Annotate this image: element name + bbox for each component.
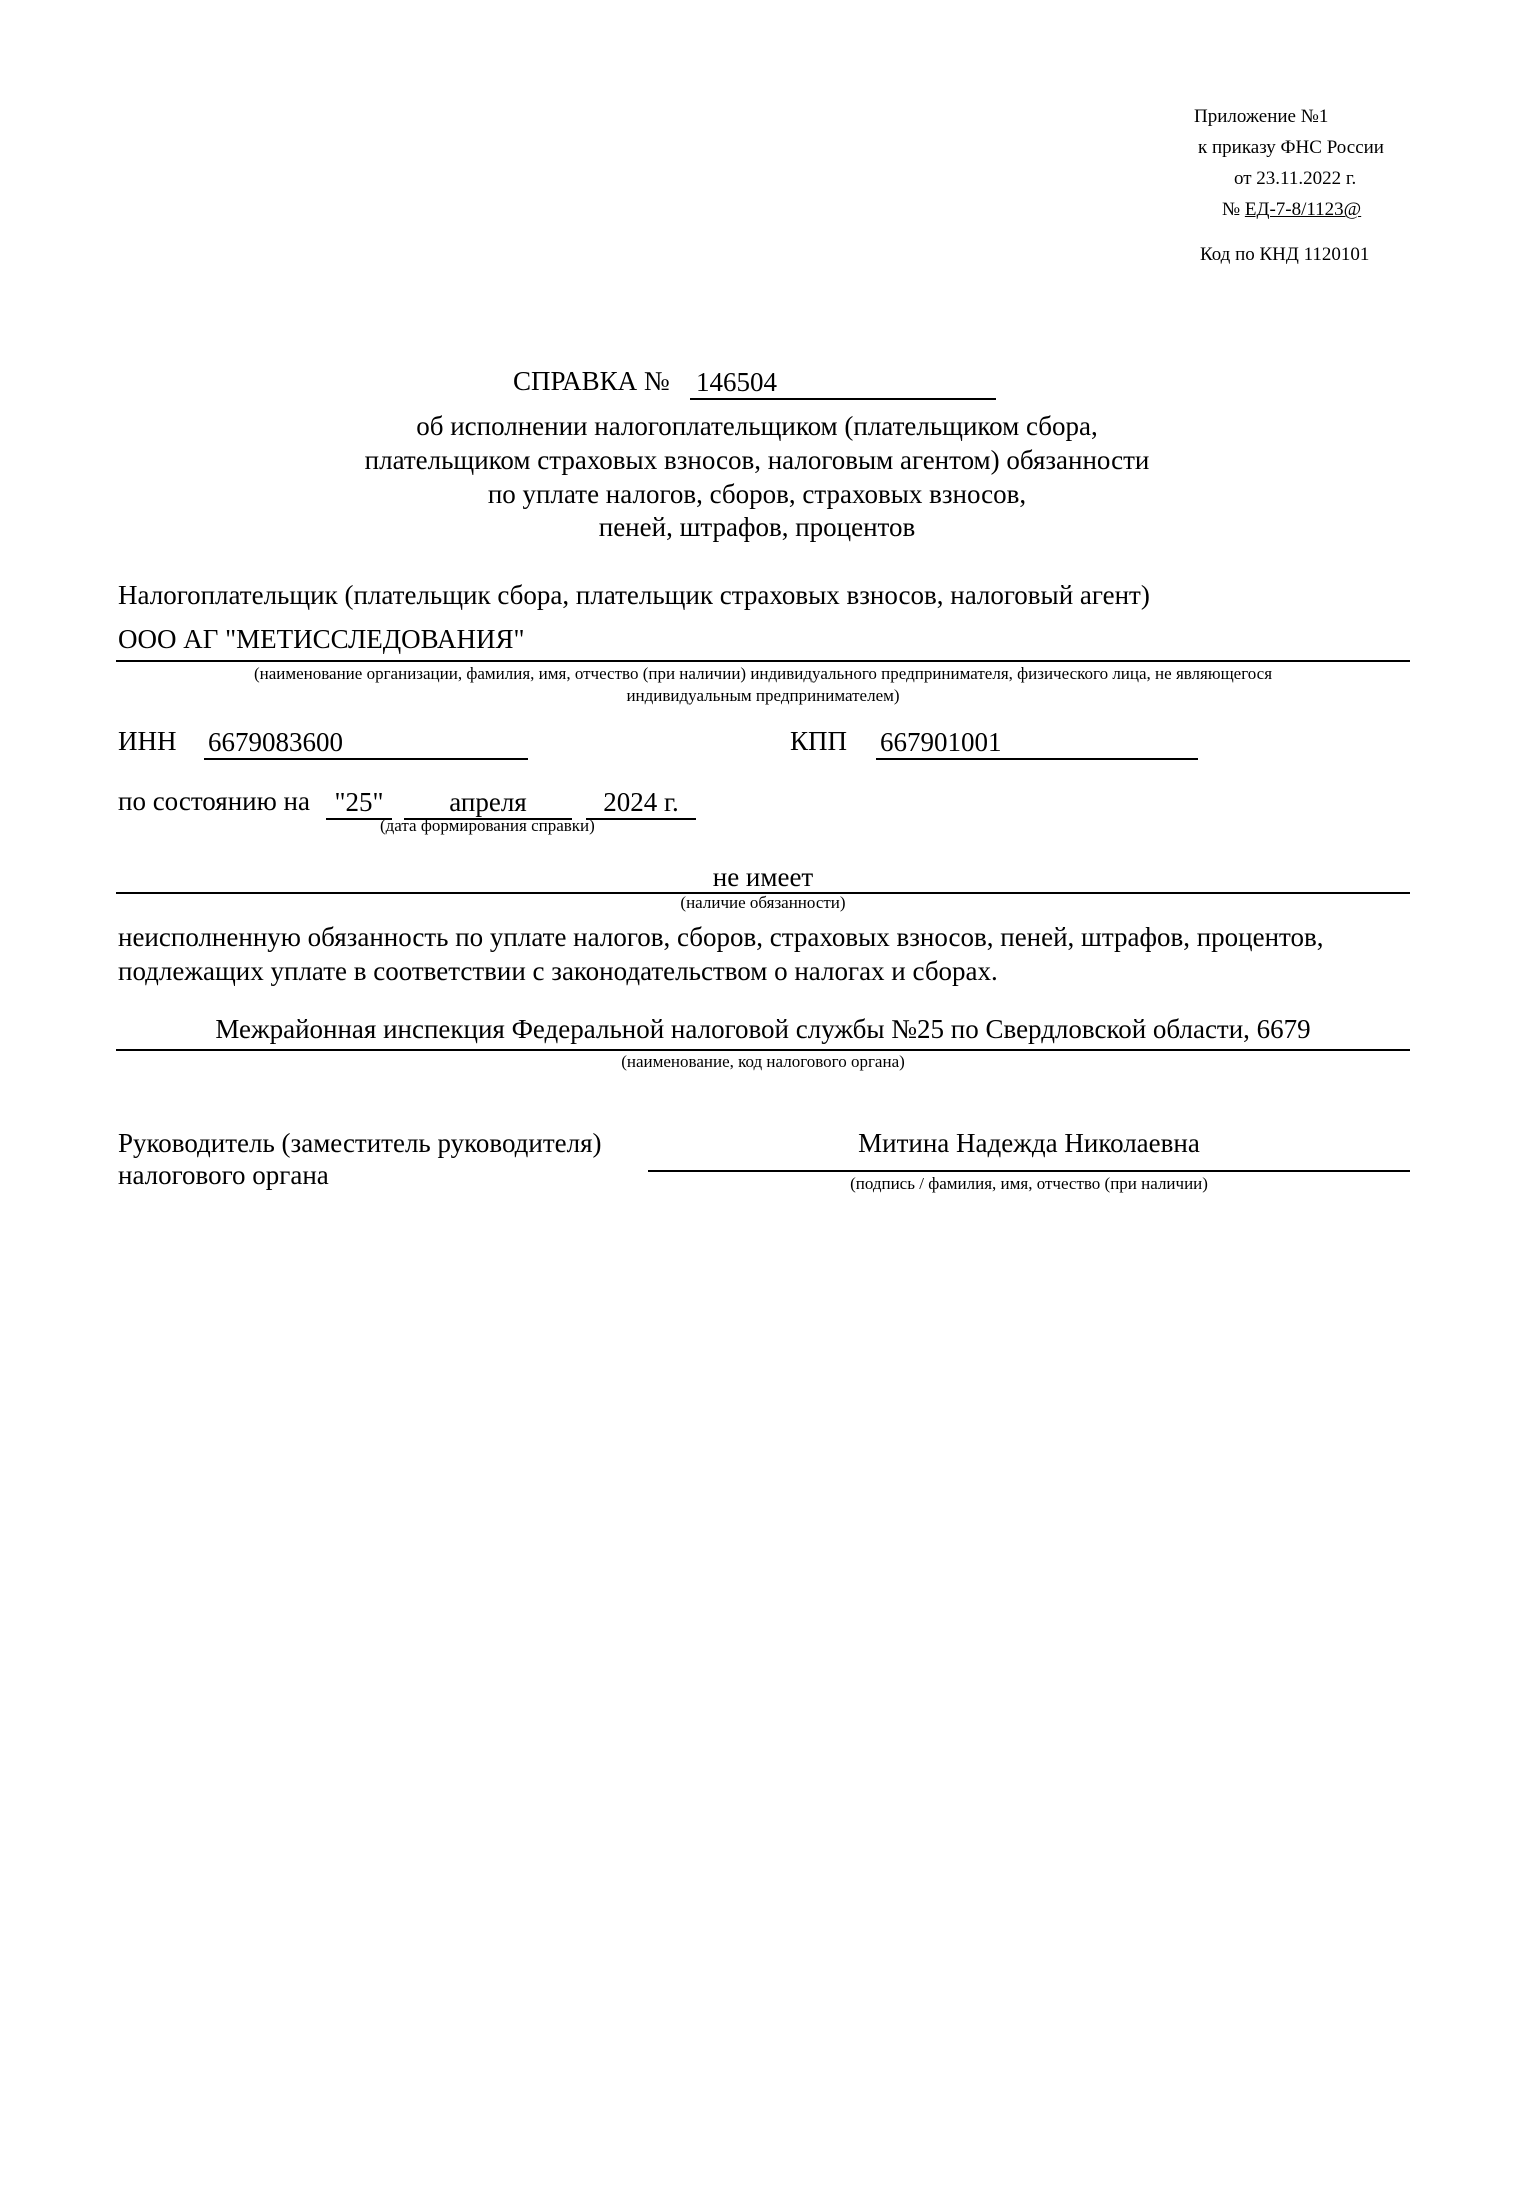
tax-authority-underline <box>116 1049 1410 1051</box>
certificate-number: 146504 <box>696 367 777 397</box>
inn-label: ИНН <box>118 726 177 756</box>
signatory-role-line-2: налогового органа <box>118 1160 329 1190</box>
signatory-name: Митина Надежда Николаевна <box>858 1128 1200 1158</box>
certificate-title-label: СПРАВКА № <box>513 366 670 396</box>
title-line-1: об исполнении налогоплательщиком (плательщиком сбора, <box>416 411 1098 441</box>
tax-authority-caption: (наименование, код налогового органа) <box>621 1052 905 1071</box>
signature-underline <box>648 1170 1410 1172</box>
appendix-line-3: от 23.11.2022 г. <box>1234 168 1357 189</box>
knd-code: Код по КНД 1120101 <box>1200 244 1370 265</box>
date-day: "25" <box>326 786 392 820</box>
kpp-field <box>876 726 1198 760</box>
inn-field <box>204 726 528 760</box>
taxpayer-caption-line-2: индивидуальным предпринимателем) <box>626 686 900 705</box>
obligation-caption: (наличие обязанности) <box>680 893 846 912</box>
taxpayer-name-underline <box>116 660 1410 662</box>
appendix-number-sign: № <box>1222 199 1241 220</box>
date-month: апреля <box>404 786 572 820</box>
appendix-line-2: к приказу ФНС России <box>1198 137 1384 158</box>
kpp-label: КПП <box>790 726 848 756</box>
inn-value: 6679083600 <box>208 727 343 757</box>
date-prefix: по состоянию на <box>118 786 310 816</box>
certificate-number-field <box>690 366 996 400</box>
appendix-line-4 <box>1222 199 1361 221</box>
date-year: 2024 г. <box>586 786 696 820</box>
title-line-2: плательщиком страховых взносов, налоговым агентом) обязанности <box>364 445 1150 475</box>
kpp-value: 667901001 <box>880 727 1002 757</box>
appendix-line-1: Приложение №1 <box>1194 106 1329 127</box>
taxpayer-name: ООО АГ "МЕТИССЛЕДОВАНИЯ" <box>118 624 525 654</box>
obligation-text-line-1: неисполненную обязанность по уплате налогов, сборов, страховых взносов, пеней, штрафов, процентов, <box>118 922 1324 952</box>
signature-caption: (подпись / фамилия, имя, отчество (при наличии) <box>850 1174 1208 1193</box>
obligation-value: не имеет <box>712 862 814 892</box>
signatory-role-line-1: Руководитель (заместитель руководителя) <box>118 1128 602 1158</box>
order-number: ЕД-7-8/1123@ <box>1244 199 1362 220</box>
taxpayer-heading: Налогоплательщик (плательщик сбора, плательщик страховых взносов, налоговый агент) <box>118 580 1150 610</box>
title-line-3: по уплате налогов, сборов, страховых взносов, <box>487 479 1027 509</box>
taxpayer-caption-line-1: (наименование организации, фамилия, имя, отчество (при наличии) индивидуального предпринимателя, физического лица, не являющегося <box>253 664 1273 683</box>
title-line-4: пеней, штрафов, процентов <box>598 512 916 542</box>
date-caption: (дата формирования справки) <box>380 816 595 835</box>
tax-authority-name: Межрайонная инспекция Федеральной налоговой службы №25 по Свердловской области, 6679 <box>215 1014 1311 1044</box>
obligation-text-line-2: подлежащих уплате в соответствии с законодательством о налогах и сборах. <box>118 956 998 986</box>
